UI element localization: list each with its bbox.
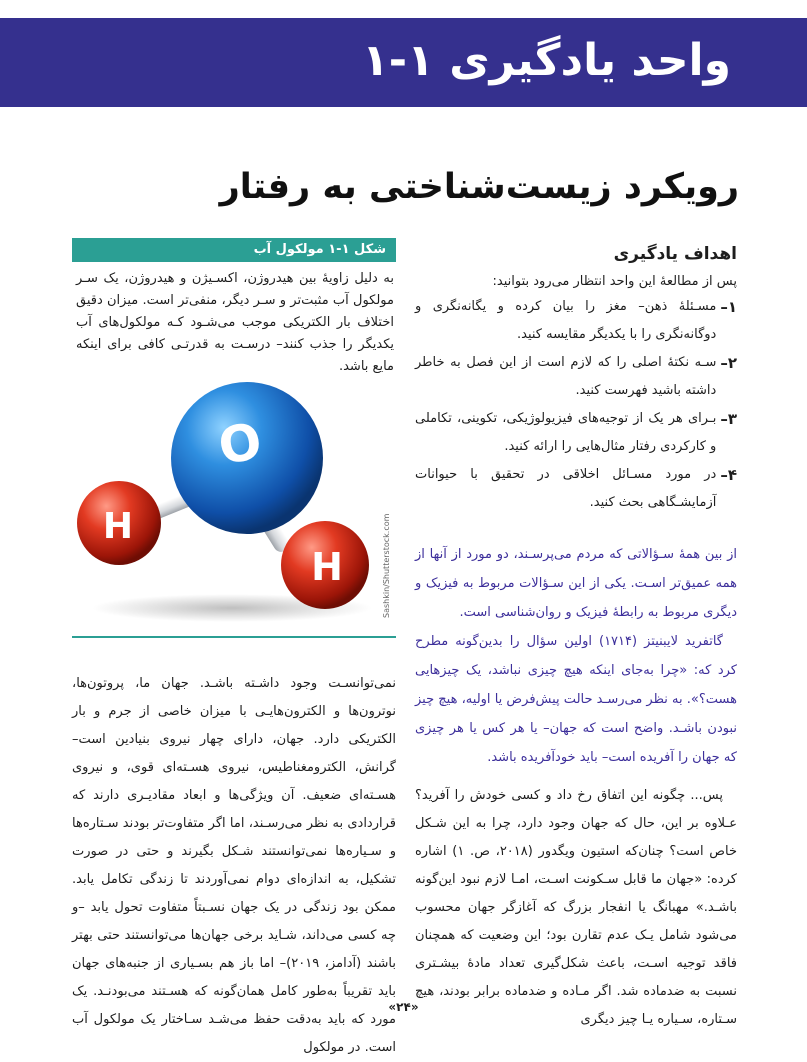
goal-item — [415, 461, 737, 517]
figure-header: شکل ۱-۱ مولکول آب — [72, 238, 396, 262]
goal-item — [415, 349, 737, 405]
unit-banner — [0, 18, 807, 107]
oxygen-label: O — [214, 411, 267, 477]
goals-intro: پس از مطالعهٔ این واحد انتظار می‌رود بتوانید: — [492, 274, 737, 289]
goal-text: مسـئلهٔ ذهن– مغز را بیان کرده و یگانه‌نگری و دوگانه‌نگری را با یکدیگر مقایسه کنید. — [415, 299, 717, 342]
goal-item — [415, 405, 737, 461]
goal-number: ۲– — [720, 354, 737, 372]
goal-text: بـرای هر یک از توجیه‌های فیزیولوژیکی، تکوینی، تکاملی و کارکردی رفتار مثال‌هایی را ارائه کنید. — [415, 411, 717, 454]
goals-heading: اهداف یادگیری — [613, 244, 737, 264]
hydrogen-label-right: H — [311, 545, 343, 589]
intro-paragraph: گاتفرید لایبنیتز (۱۷۱۴) اولین سؤال را بدین‌گونه مطرح کرد که: «چرا به‌جای اینکه هیچ چیزی نباشد، یک چیزهایی هست؟». به نظر می‌رسـد حالت پیش‌فرض یا اولیه، هیچ چیز نبودن باشـد. واضح است که جهان– یا هر کس یا هر چیزی که جهان را آفریده است– باید خودآفریده باشد. — [415, 634, 737, 765]
image-credit: Sashkin/Shutterstock.com — [382, 513, 391, 618]
unit-title: واحد یادگیری ۱-۱ — [361, 35, 731, 86]
body-text-right: پس... چگونه این اتفاق رخ داد و کسی خودش را آفرید؟ عـلاوه بر این، حال که جهان وجود دارد، چرا به این شـکل خاص است؟ چنان‌که استیون ویگدور (۲۰۱۸، ص. ۱) اشاره کرده: «جهان ما قابل سـکونت اسـت، امـا لازم نبود این‌گونه باشـد.» مهبانگ یا انفجار بزرگ که آغازگر جهان محسوب می‌شود شامل یـک عدم تقارن بود؛ این وضعیت که همچنان فاقد توجیه اسـت، باعث شکل‌گیری تعداد مادهٔ بیشـتری نسبت به ضدماده شد. اگر مـاده و ضدماده برابر بودند، هیچ سـتاره، سـیاره یـا چیز دیگری — [415, 788, 738, 1027]
goal-number: ۴– — [720, 466, 737, 484]
page-number: «۲۴» — [388, 1000, 419, 1014]
page-title: رویکرد زیست‌شناختی به رفتار — [219, 167, 739, 207]
intro-paragraph: از بین همهٔ سـؤالاتی که مردم می‌پرسـند، دو مورد از آنها از همه عمیق‌تر اسـت. یکی از این سـؤالات مربوط به فیزیک و دیگری مربوط به رابطهٔ فیزیک و روان‌شناسی است. — [415, 547, 737, 620]
learning-goals — [415, 240, 737, 517]
intro-highlight — [415, 540, 737, 772]
figure-water-molecule — [72, 238, 396, 638]
goal-text: سـه نکتهٔ اصلی را که لازم است از این فصل به خاطر داشته باشید فهرست کنید. — [415, 355, 717, 398]
water-molecule-image — [72, 383, 396, 633]
goal-number: ۱– — [720, 298, 737, 316]
goal-number: ۳– — [720, 410, 737, 428]
goal-item — [415, 293, 737, 349]
figure-bottom-rule — [72, 636, 396, 638]
hydrogen-label-left: H — [102, 506, 134, 547]
body-text-left: نمی‌توانسـت وجود داشـته باشـد. جهان ما، پروتون‌ها، نوترون‌ها و الکترون‌هایـی با میزان خاصی از جرم و بار الکتریکی دارد. جهان، دارای چهار نیروی بنیادین است– گرانش، الکترومغناطیس، نیروی هسـته‌ای قوی، و نیروی هسـته‌ای ضعیف. آن ویژگی‌ها و ابعاد مقادیـری دارند که قراردادی به نظر می‌رسـند، اما اگر متفاوت‌تر بودند سـتاره‌ها و سـیاره‌ها نمی‌توانستند شـکل بگیرند و حتی در صورت تشکیل، به اندازه‌ای دوام نمی‌آوردند تا زندگی تکامل یابد. ممکن بود زندگی در یک جهان نسـبتاً متفاوت تحول یابد –و چه کسی می‌داند، شـاید برخی جهان‌ها می‌توانستند حتی بهتر باشند (آدامز، ۲۰۱۹)– اما باز هم بسـیاری از جنبه‌های جهان باید تقریباً به‌طور کامل همان‌گونه که هسـتند می‌بودنـد. یک مورد که باید به‌دقت حفظ می‌شـد سـاختار یک مولکول آب است. در مولکول — [72, 676, 397, 1055]
figure-caption: به دلیل زاویهٔ بین هیدروژن، اکسـیژن و هیدروژن، یک سـر مولکول آب مثبت‌تر و سـر دیگر، منفی‌تر است. میزان دقیق اختلاف بار الکتریکی موجب می‌شـود کـه مولکول‌های آب یکدیگر را جذب کنند– درسـت به قدرتـی کافی برای اینکه مایع باشد. — [76, 271, 394, 374]
goal-text: در مورد مسـائل اخلاقی در تحقیق با حیوانات آزمایشـگاهی بحث کنید. — [415, 467, 717, 510]
